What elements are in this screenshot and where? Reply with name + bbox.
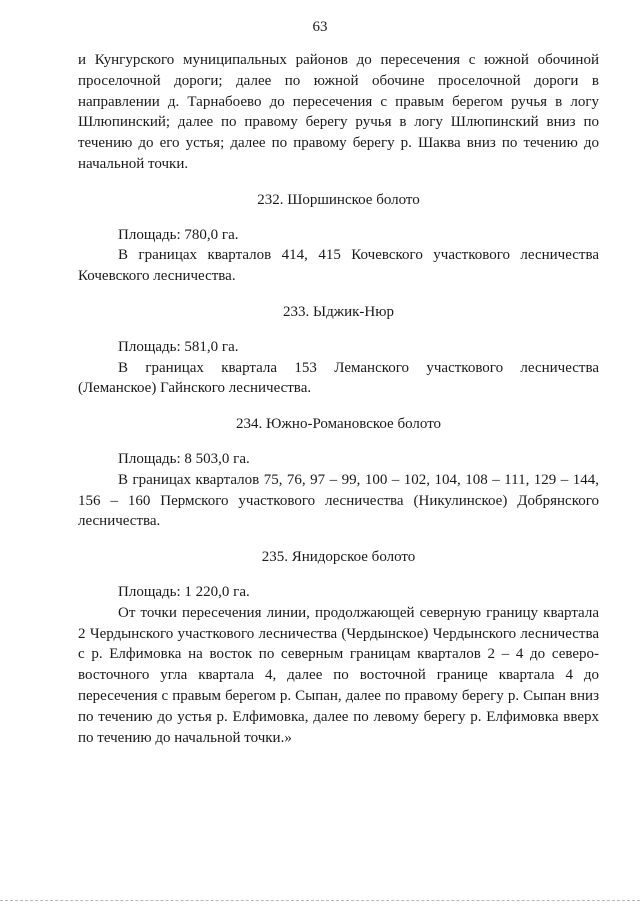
section-heading-234: 234. Южно-Романовское болото	[235, 416, 442, 433]
scan-edge-divider	[0, 900, 640, 901]
section-description-233: В границах квартала 153 Леманского участкового лесничества (Леманское) Гайнского лесничества.	[78, 359, 599, 397]
section-area-233: Площадь: 581,0 га.	[118, 338, 239, 355]
section-heading-232: 232. Шоршинское болото	[257, 191, 420, 208]
section-area-235: Площадь: 1 220,0 га.	[118, 583, 250, 600]
section-description-232: В границах кварталов 414, 415 Кочевского участкового лесничества Кочевского лесничества.	[78, 247, 599, 285]
section-description-234: В границах кварталов 75, 76, 97 – 99, 100 – 102, 104, 108 – 111, 129 – 144, 156 – 160 Пермского участкового лесничества (Никулинское) Добрянского лесничества.	[78, 471, 599, 530]
section-heading-233: 233. Ыджик-Нюр	[283, 303, 394, 320]
section-heading-235: 235. Янидорское болото	[261, 549, 416, 566]
section-area-234: Площадь: 8 503,0 га.	[118, 450, 250, 467]
section-description-235: От точки пересечения линии, продолжающей северную границу квартала 2 Чердынского участкового лесничества (Чердынское) Чердынского лесничества с р. Елфимовка на восток по северным границам кварталов 2 – 4 до северо-восточного угла квартала 4, далее по восточной границе квартала 4 до пересечения с правым берегом р. Сыпан, далее по правому берегу р. Сыпан вниз по течению до устья р. Елфимовка, далее по левому берегу р. Елфимовка вверх по течению до начальной точки.»	[78, 604, 599, 746]
page-number: 63	[312, 19, 328, 35]
continuation-paragraph: и Кунгурского муниципальных районов до пересечения с южной обочиной проселочной дороги; далее по южной обочине проселочной дороги в направлении д. Тарнабоево до пересечения с правым берегом ручья в логу Шлюпинский; далее по правому берегу ручья в логу Шлюпинский вниз по течению до его устья; далее по правому берегу р. Шаква вниз по течению до начальной точки.	[78, 52, 599, 172]
section-area-232: Площадь: 780,0 га.	[118, 226, 239, 243]
document-body	[78, 50, 599, 748]
